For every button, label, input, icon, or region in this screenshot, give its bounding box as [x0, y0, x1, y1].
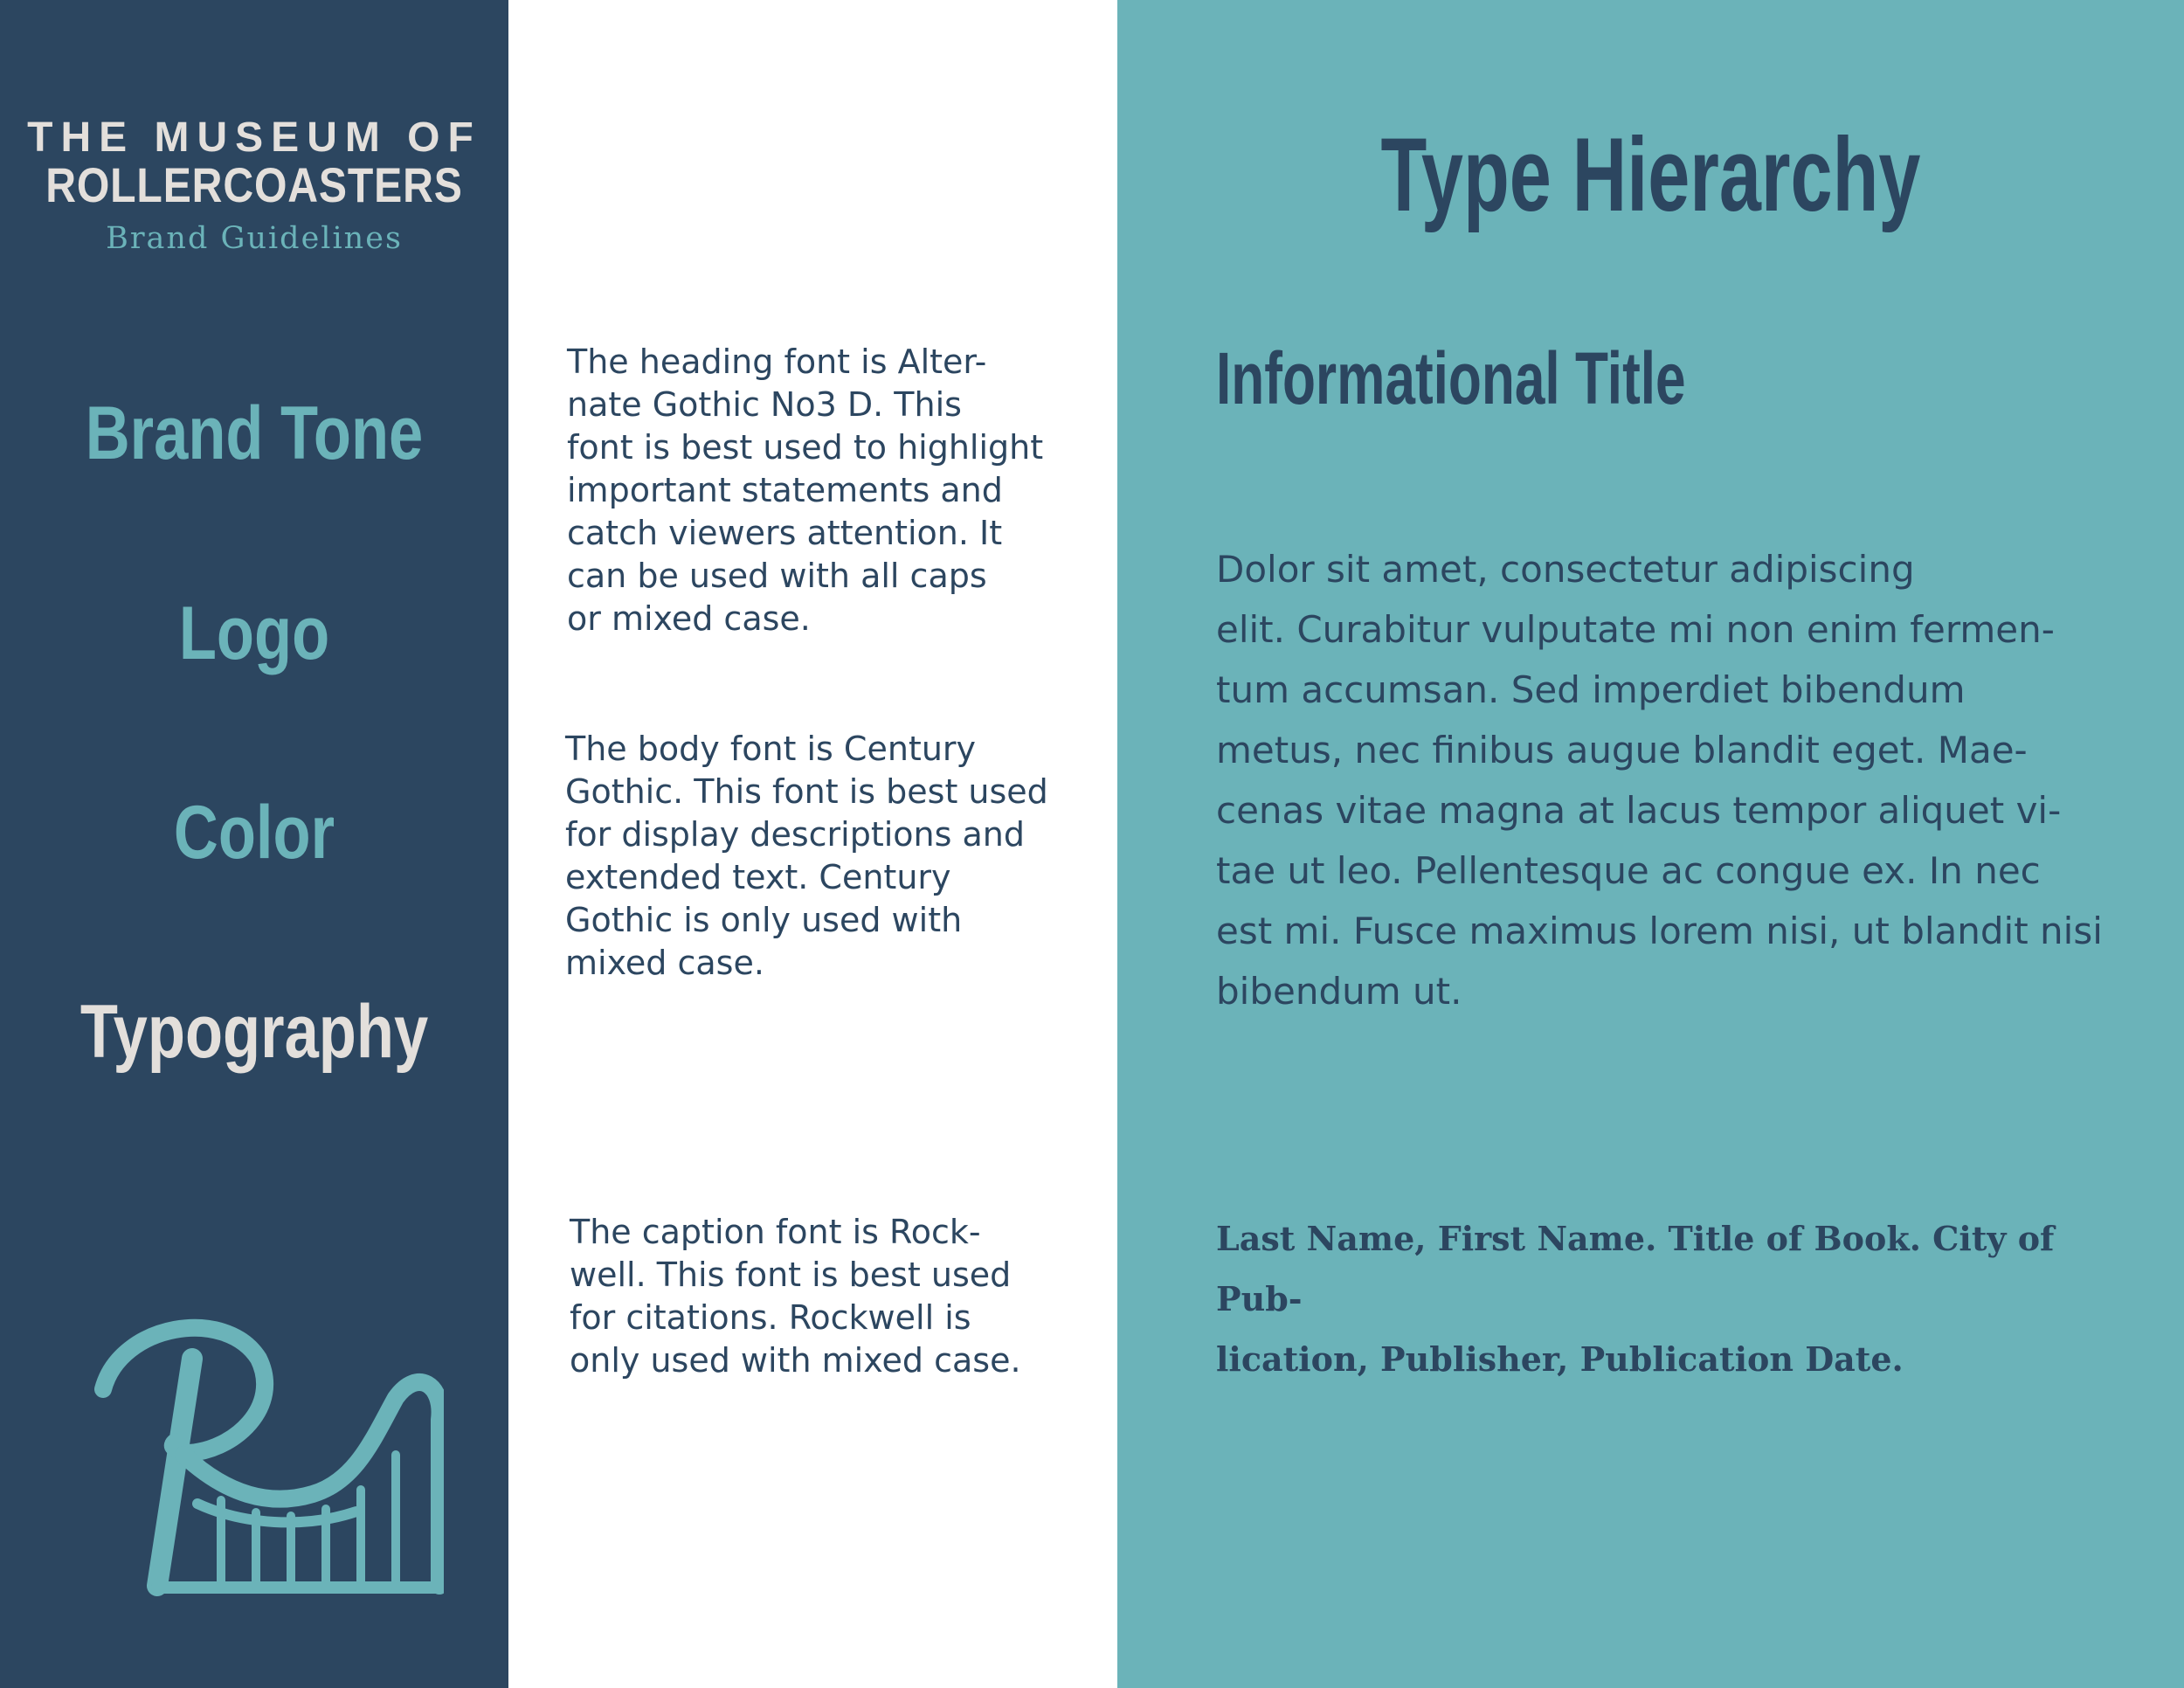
caption-font-description: The caption font is Rock- well. This font is best used for citations. Rockwell is only used with mixed case.: [570, 1213, 1021, 1380]
nav-item-brand-tone[interactable]: Brand Tone: [85, 391, 424, 475]
brand-title-line2: ROLLERCOASTERS: [45, 157, 463, 212]
nav-item-logo[interactable]: Logo: [178, 591, 330, 675]
rollercoaster-r-logo-icon: [94, 1306, 444, 1599]
brand-title-line1: THE MUSEUM OF: [27, 114, 481, 161]
body-text-sample: Dolor sit amet, consectetur adipiscing elit. Curabitur vulputate mi non enim fermen- tum accumsan. Sed imperdiet bibendum metus, nec finibus augue blandit eget. Mae- cenas vitae magna at lacus tempor aliquet vi- tae ut leo. Pellentesque ac congue ex. In nec est mi. Fusce maximus lorem nisi, ut blandit nisi bibendum ut.: [1216, 548, 2103, 1013]
brand-subtitle: Brand Guidelines: [106, 221, 403, 256]
informational-title-sample: Informational Title: [1216, 337, 1686, 419]
nav-item-color[interactable]: Color: [173, 791, 335, 875]
body-font-description: The body font is Century Gothic. This font is best used for display descriptions and extended text. Century Gothic is only used with mixed case.: [565, 730, 1048, 982]
citation-caption-sample: Last Name, First Name. Title of Book. City of Pub- lication, Publisher, Publication Date.: [1216, 1219, 2055, 1379]
heading-font-description: The heading font is Alter- nate Gothic No3 D. This font is best used to highlight important statements and catch viewers attention. It can be used with all caps or mixed case.: [567, 342, 1044, 638]
page-title: Type Hierarchy: [1380, 116, 1921, 233]
nav-item-typography[interactable]: Typography: [79, 990, 429, 1074]
